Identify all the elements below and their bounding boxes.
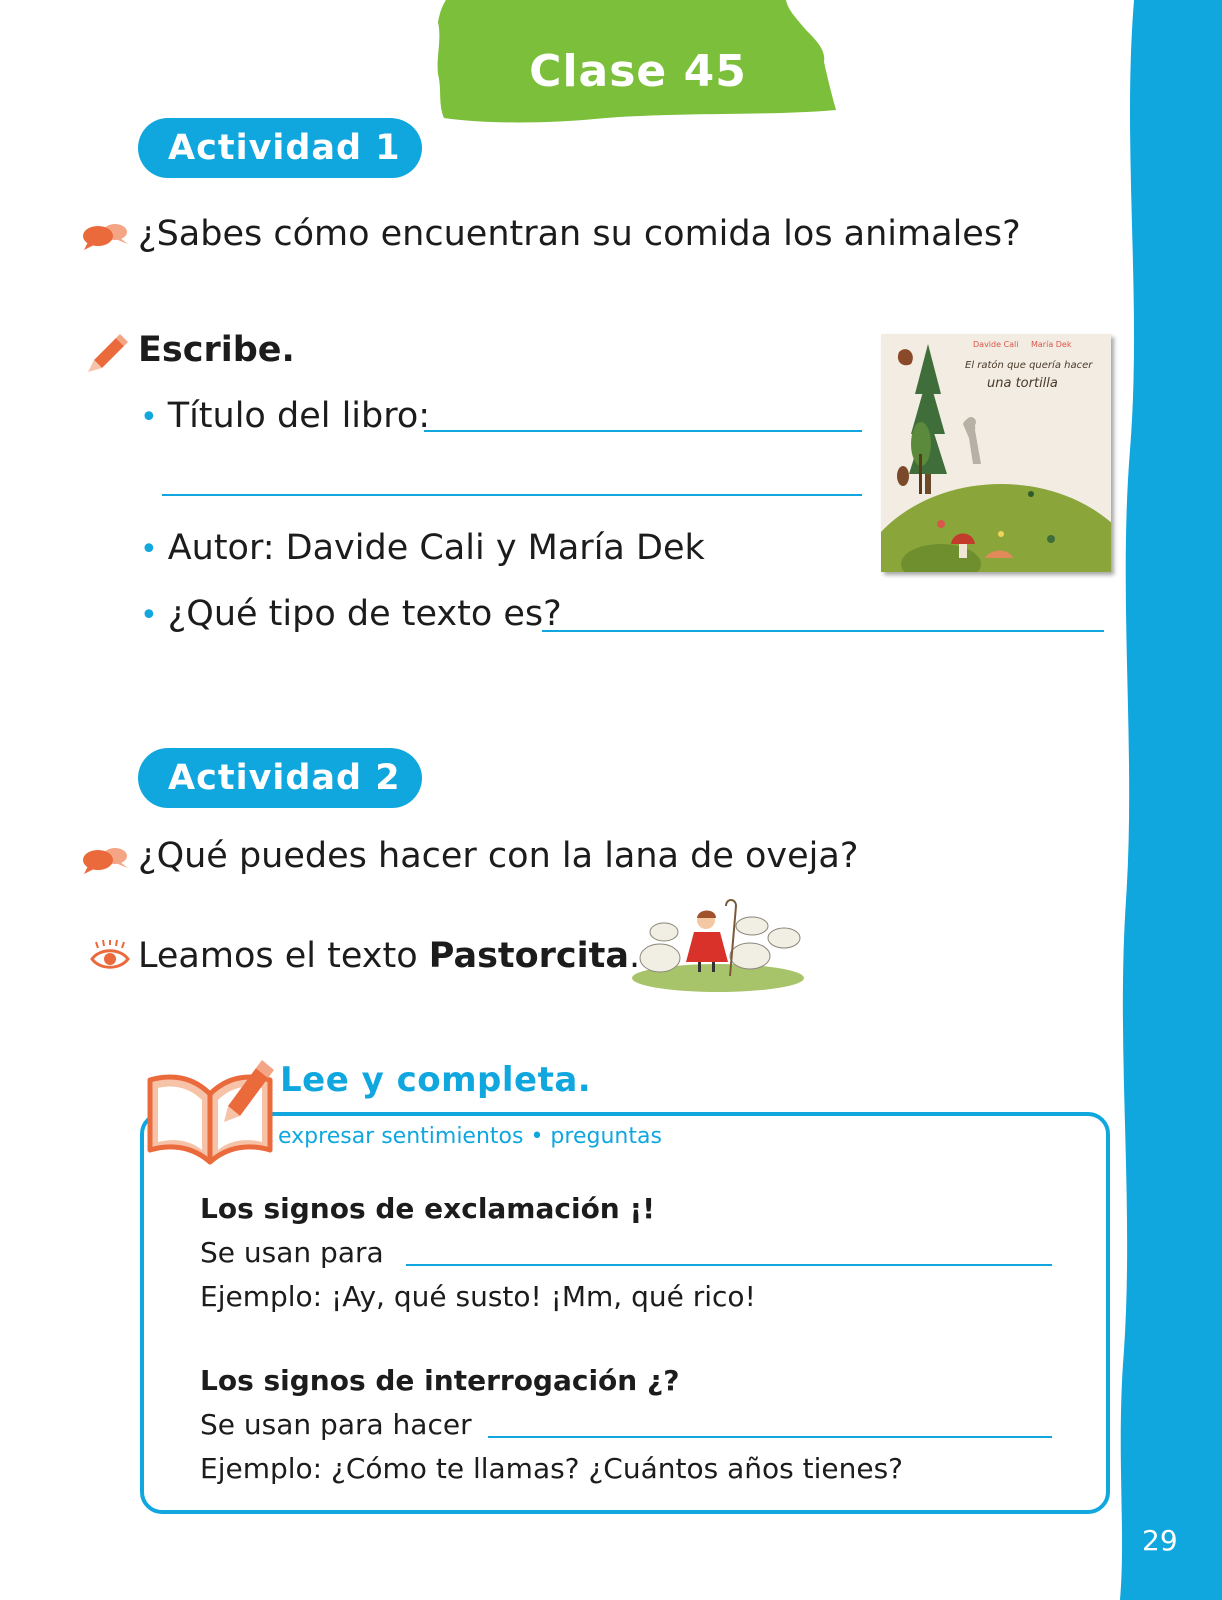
text-type-item [140,594,562,634]
shepherdess-illustration [630,896,806,996]
open-book-pencil-icon [146,1054,278,1166]
pencil-icon [86,332,128,374]
book-title-item [140,396,430,436]
exclamation-answer-line[interactable] [406,1264,1052,1266]
speech-bubbles-icon [82,846,130,874]
read-suffix: . [629,936,641,976]
read-instruction [138,936,640,976]
exclamation-use-label: Se usan para [200,1236,384,1269]
bullet: • [140,532,158,567]
question-title: Los signos de interrogación ¿? [200,1364,680,1397]
question-example: Ejemplo: ¿Cómo te llamas? ¿Cuántos años tienes? [200,1452,904,1485]
read-title: Pastorcita [428,936,630,976]
exclamation-example: Ejemplo: ¡Ay, qué susto! ¡Mm, qué rico! [200,1280,756,1313]
book-cover-author-b: María Dek [1031,340,1072,349]
write-instruction: Escribe. [138,330,295,370]
bullet: • [140,598,158,633]
activity1-question: ¿Sabes cómo encuentran su comida los animales? [138,214,1021,254]
exclamation-title: Los signos de exclamación ¡! [200,1192,656,1225]
author-text: Autor: Davide Cali y María Dek [167,528,705,568]
question-use-label: Se usan para hacer [200,1408,472,1441]
question-answer-line[interactable] [488,1436,1052,1438]
book-cover-author-a: Davide Cali [973,340,1019,349]
book-cover-title-line1: El ratón que quería hacer [965,360,1093,371]
book-cover-title-line2: una tortilla [987,376,1058,391]
author-item [140,528,705,568]
info-box-keywords: expresar sentimientos • preguntas [278,1124,662,1149]
side-strip-decoration [1112,0,1222,1600]
activity2-question: ¿Qué puedes hacer con la lana de oveja? [138,836,859,876]
info-box-heading: Lee y completa. [280,1060,592,1100]
read-prefix: Leamos el texto [138,936,429,976]
activity2-label: Actividad 2 [138,748,422,808]
eye-icon [90,940,130,970]
book-title-answer-line-2[interactable] [162,494,862,496]
book-title-label: Título del libro: [167,396,431,436]
page-title: Clase 45 [529,46,747,97]
speech-bubbles-icon [82,222,130,250]
activity1-label: Actividad 1 [138,118,422,178]
text-type-label: ¿Qué tipo de texto es? [167,594,562,634]
page-number: 29 [1142,1524,1178,1557]
bullet: • [140,400,158,435]
text-type-answer-line[interactable] [542,630,1104,632]
book-cover-image [881,334,1111,572]
book-title-answer-line[interactable] [424,430,862,432]
